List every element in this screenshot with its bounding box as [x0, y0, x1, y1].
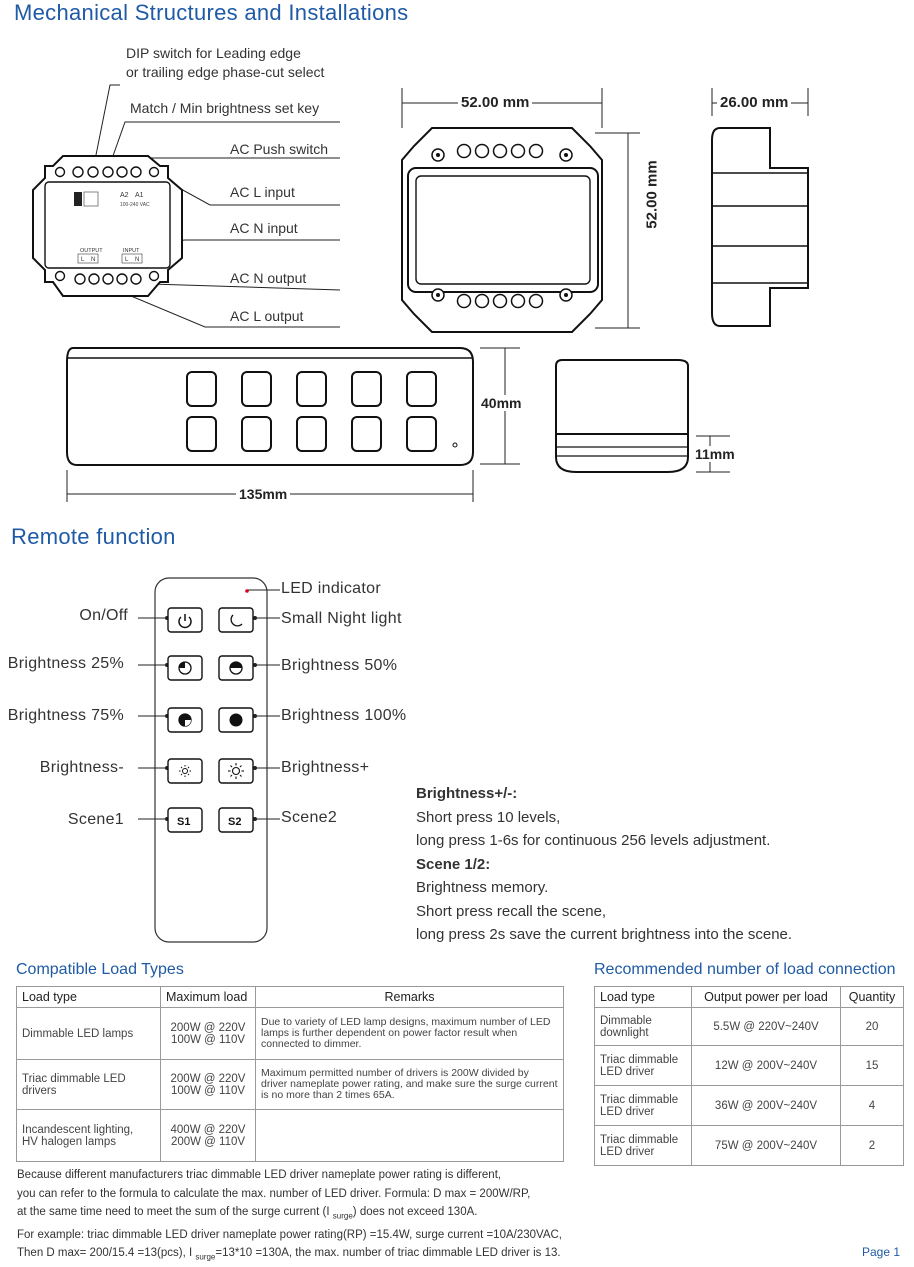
brightness-100-icon	[230, 714, 243, 727]
remote-side-drawing	[548, 352, 738, 482]
table-header: Load type	[17, 987, 161, 1008]
table-header: Load type	[595, 987, 692, 1008]
module-a2-label: A2	[120, 192, 129, 199]
callout-match-key: Match / Min brightness set key	[130, 100, 320, 116]
module-in-n: N	[135, 257, 140, 263]
table-header: Remarks	[256, 987, 564, 1008]
table-header: Output power per load	[692, 987, 841, 1008]
label-brightness-minus: Brightness-	[39, 759, 124, 776]
label-brightness-50: Brightness 50%	[281, 657, 398, 674]
module-side-drawing	[690, 88, 830, 328]
table-cell: 2	[841, 1126, 904, 1166]
scene-info-heading: Scene 1/2:	[416, 855, 491, 873]
table-cell: Dimmable LED lamps	[17, 1008, 161, 1060]
label-on-off: On/Off	[79, 607, 128, 624]
note-line-3b: ) does not exceed 130A.	[352, 1206, 478, 1218]
recommended-load-title: Recommended number of load connection	[594, 961, 896, 978]
module-output-label: OUTPUT	[80, 248, 103, 254]
callout-ac-l-output: AC L output	[230, 308, 304, 324]
table-cell: Triac dimmable	[600, 1053, 679, 1066]
table-cell: Due to variety of LED lamp designs, maximum number of LED lamps is further dependent on power factor result when connected to dimmer.	[256, 1008, 564, 1060]
table-row	[595, 1126, 904, 1166]
page-number: Page 1	[862, 1245, 901, 1259]
table-cell: Triac dimmable	[600, 1093, 679, 1106]
table-row	[17, 1060, 564, 1110]
label-scene1: Scene1	[67, 811, 124, 828]
table-cell: LED driver	[600, 1065, 655, 1078]
module-input-label: INPUT	[123, 248, 140, 254]
brightness-25-icon	[179, 662, 191, 674]
label-scene2: Scene2	[281, 809, 338, 826]
table-cell: HV halogen lamps	[22, 1135, 116, 1148]
table-cell: 36W @ 200V~240V	[692, 1086, 841, 1126]
label-small-night-light: Small Night light	[281, 610, 402, 627]
module-in-l: L	[125, 257, 129, 263]
table-header: Maximum load	[161, 987, 256, 1008]
note-line-1: Because different manufacturers triac dimmable LED driver nameplate power rating is different,	[17, 1169, 502, 1181]
formula-notes	[17, 1166, 562, 1267]
table-header: Quantity	[841, 987, 904, 1008]
remote-depth-dimension: 11mm	[692, 446, 738, 462]
callout-dip-2: or trailing edge phase-cut select	[126, 64, 325, 80]
callout-ac-push: AC Push switch	[230, 141, 329, 157]
table-cell: 200W @ 110V	[170, 1135, 246, 1148]
mechanical-title: Mechanical Structures and Installations	[14, 0, 409, 25]
table-cell: Maximum permitted number of drivers is 200W divided by driver nameplate power rating, and make sure the surge current is no more than 2 times 65A.	[256, 1060, 564, 1110]
table-cell: LED driver	[600, 1145, 655, 1158]
module-out-l: L	[81, 257, 85, 263]
module-ac-label: 100-240 VAC	[120, 202, 150, 208]
scene1-key-label: S1	[177, 816, 191, 828]
brightness-75-icon	[179, 714, 191, 726]
brightness-info-heading: Brightness+/-:	[416, 785, 518, 802]
table-cell: 100W @ 110V	[170, 1033, 246, 1046]
callout-ac-n-input: AC N input	[230, 220, 298, 236]
remote-function-title: Remote function	[11, 524, 176, 549]
note-line-3-sub: surge	[332, 1211, 353, 1221]
scene2-key-label: S2	[228, 816, 242, 828]
module-a1-label: A1	[135, 192, 144, 199]
compatible-load-table	[16, 986, 564, 1162]
note-line-5a: Then D max= 200/15.4 =13(pcs), I	[17, 1247, 196, 1260]
table-row	[595, 1008, 904, 1046]
compatible-load-title: Compatible Load Types	[16, 961, 184, 978]
table-cell: 200W @ 220V	[170, 1021, 246, 1034]
table-row	[17, 1008, 564, 1060]
module-out-n: N	[91, 257, 96, 263]
module-width-dimension: 52.00 mm	[458, 94, 532, 111]
recommended-load-table	[594, 986, 904, 1166]
label-brightness-75: Brightness 75%	[7, 707, 124, 724]
table-row	[595, 1046, 904, 1086]
label-brightness-plus: Brightness+	[281, 759, 370, 776]
note-line-4: For example: triac dimmable LED driver nameplate power rating(RP) =15.4W, surge current =10A/230VAC,	[17, 1228, 563, 1241]
module-front-drawing	[390, 88, 650, 340]
remote-top-drawing	[55, 340, 535, 510]
scene-info-line3: long press 2s save the current brightness into the scene.	[416, 926, 793, 943]
brightness-info-line2: long press 1-6s for continuous 256 levels adjustment.	[416, 832, 771, 849]
callout-ac-n-output: AC N output	[230, 270, 307, 286]
remote-width-dimension: 135mm	[236, 486, 290, 502]
remote-front-drawing	[130, 570, 290, 950]
table-row	[17, 1110, 564, 1162]
table-cell: 75W @ 200V~240V	[692, 1126, 841, 1166]
label-led-indicator: LED indicator	[281, 580, 381, 597]
table-cell: Incandescent lighting,	[22, 1123, 134, 1136]
label-brightness-25: Brightness 25%	[7, 655, 124, 672]
table-cell: 400W @ 220V	[170, 1123, 246, 1136]
table-row	[595, 1086, 904, 1126]
table-cell: Triac dimmable LED drivers	[17, 1060, 161, 1110]
table-cell: downlight	[600, 1026, 649, 1039]
note-line-5b: =13*10 =130A, the max. number of triac dimmable LED driver is 13.	[215, 1247, 561, 1260]
brightness-info-line1: Short press 10 levels,	[416, 808, 561, 826]
note-line-2: you can refer to the formula to calculate the max. number of LED driver. Formula: D max = 200W/RP,	[17, 1187, 531, 1200]
module-height-dimension: 52.00 mm	[644, 157, 661, 231]
brightness-50-icon	[230, 662, 242, 674]
table-cell	[256, 1110, 564, 1162]
scene-info-line1: Brightness memory.	[416, 879, 549, 896]
table-cell: 20	[841, 1008, 904, 1046]
table-cell: 4	[841, 1086, 904, 1126]
callout-dip-1: DIP switch for Leading edge	[126, 45, 301, 61]
table-cell: 5.5W @ 220V~240V	[692, 1008, 841, 1046]
note-line-5-sub: surge	[195, 1252, 216, 1262]
table-cell: LED driver	[600, 1105, 655, 1118]
remote-info-block	[416, 782, 792, 947]
night-light-button[interactable]	[219, 608, 253, 632]
table-cell: 12W @ 200V~240V	[692, 1046, 841, 1086]
module-depth-dimension: 26.00 mm	[717, 94, 791, 111]
table-cell: 200W @ 220V	[170, 1072, 246, 1085]
remote-height-dimension: 40mm	[478, 395, 524, 411]
scene-info-line2: Short press recall the scene,	[416, 902, 607, 920]
label-brightness-100: Brightness 100%	[281, 707, 407, 724]
note-line-3a: at the same time need to meet the sum of the surge current (I	[17, 1206, 333, 1218]
table-cell: 100W @ 110V	[170, 1084, 246, 1097]
table-cell: Dimmable	[600, 1014, 652, 1027]
table-cell: 15	[841, 1046, 904, 1086]
callout-ac-l-input: AC L input	[230, 184, 295, 200]
table-cell: Triac dimmable	[600, 1133, 679, 1146]
